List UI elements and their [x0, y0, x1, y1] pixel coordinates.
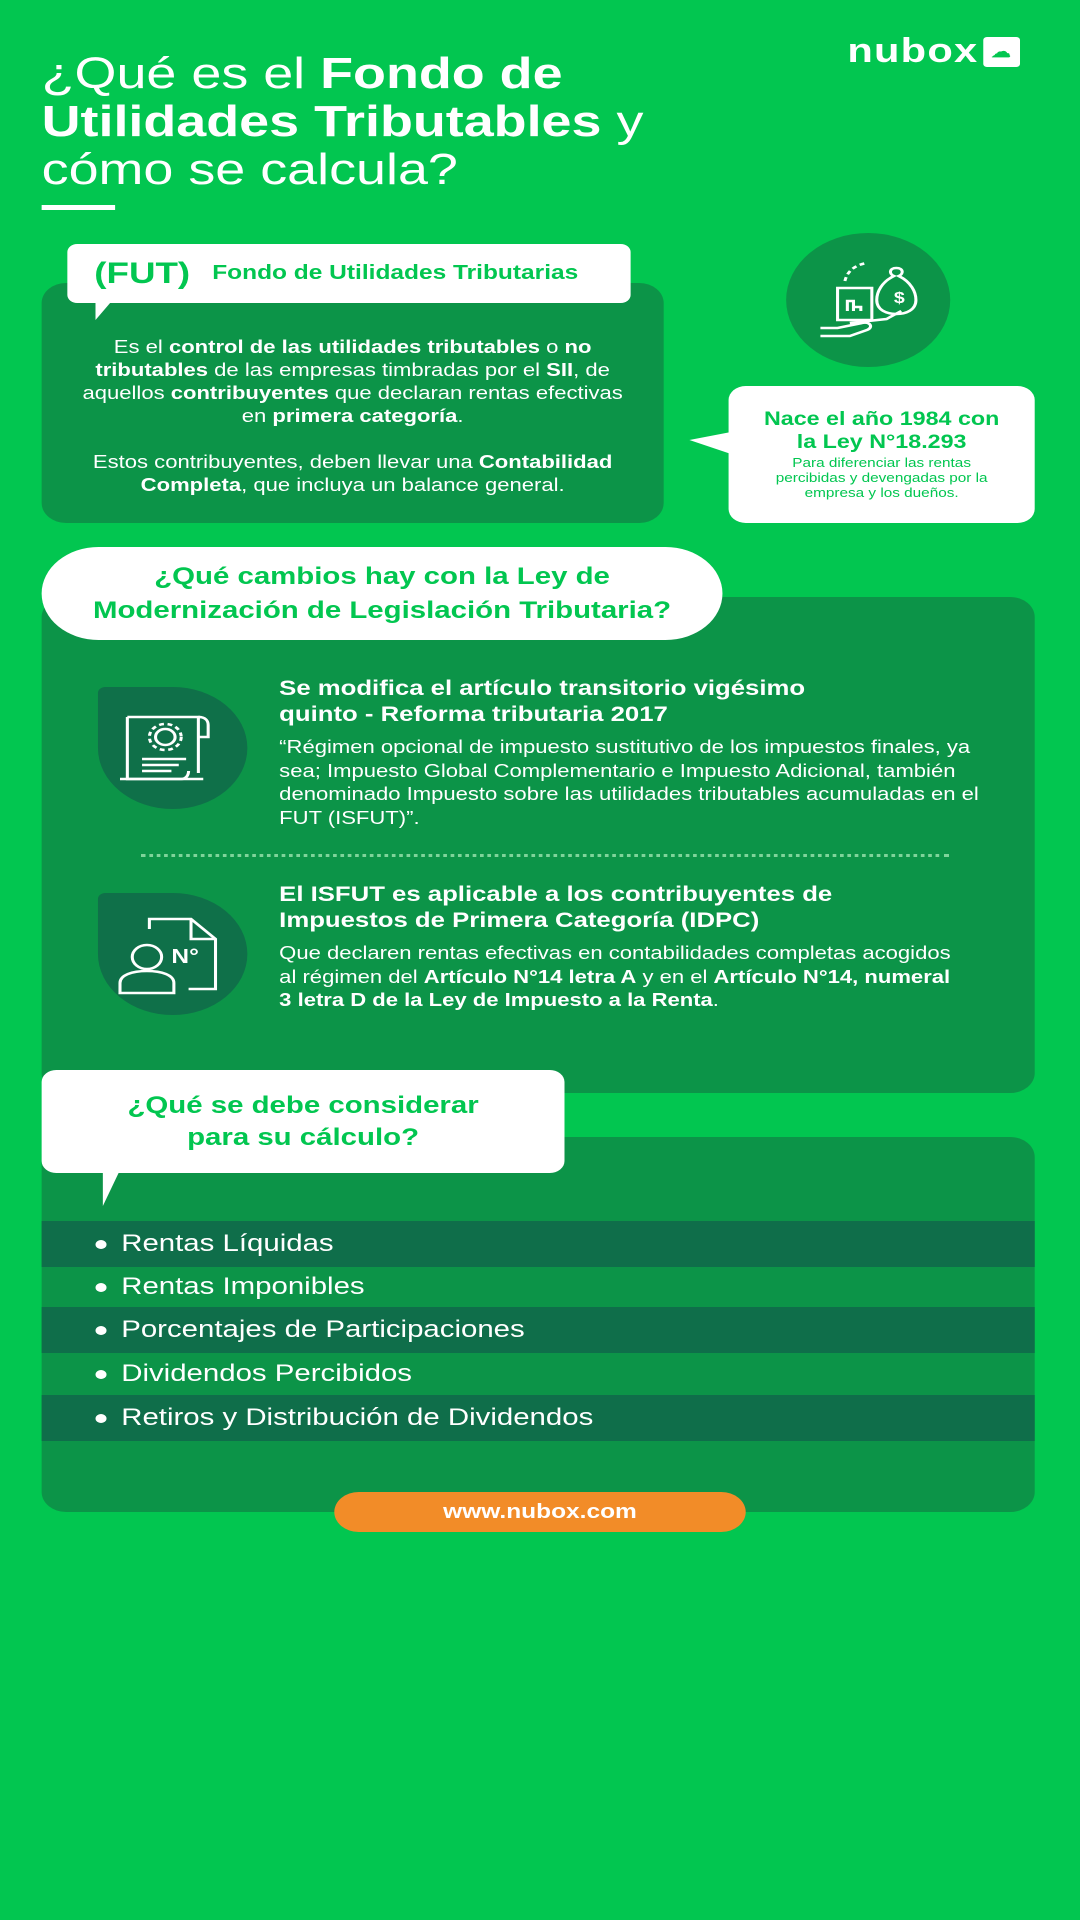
- list-item-label: Dividendos Percibidos: [121, 1360, 413, 1387]
- title-part: y: [601, 97, 644, 146]
- money-hand-icon: [786, 233, 950, 367]
- bold-text: no tributables: [95, 337, 592, 380]
- bullet-icon: [96, 1326, 107, 1335]
- text-segment: de las empresas timbradas por el: [208, 360, 547, 380]
- bold-text: SII: [546, 360, 574, 380]
- title-bold: Fondo de: [320, 49, 563, 98]
- fut-name: Fondo de Utilidades Tributarias: [212, 262, 579, 284]
- fut-bubble: [67, 244, 630, 303]
- bold-text: Contabilidad Completa: [140, 452, 613, 495]
- nubox-logo: [847, 32, 1020, 71]
- document-gear-icon: [98, 687, 247, 809]
- calculation-question-text: ¿Qué se debe considerar para su cálculo?: [127, 1091, 479, 1151]
- list-item-label: Rentas Imponibles: [121, 1273, 365, 1300]
- bold-text: contribuyentes: [170, 383, 329, 403]
- bold-text: Artículo N°14, numeral 3 letra D de la Ley de Impuesto a la Renta: [279, 966, 951, 1010]
- dotted-divider: [141, 854, 949, 857]
- bold-text: primera categoría: [272, 406, 458, 426]
- fut-paragraph-2: [42, 451, 664, 497]
- page-title: [42, 50, 644, 194]
- changes-question: [42, 547, 723, 640]
- list-item-label: Porcentajes de Participaciones: [121, 1316, 525, 1343]
- list-item: [42, 1221, 1035, 1267]
- text-segment: o: [540, 337, 565, 357]
- origin-subtitle: Para diferenciar las rentas percibidas y devengadas por la empresa y los dueños.: [775, 456, 988, 500]
- title-part: cómo se calcula?: [41, 145, 458, 194]
- bullet-icon: [96, 1240, 107, 1249]
- person-document-icon: [98, 893, 247, 1015]
- fut-paragraph-1: [42, 336, 664, 428]
- text-segment: que declaran rentas efectivas en: [241, 383, 623, 426]
- bold-text: Artículo N°14 letra A: [423, 966, 637, 987]
- origin-note: [729, 386, 1035, 523]
- text-segment: “Régimen opcional de impuesto sustitutivo de los impuestos finales, ya sea; Impuesto Global Complementario e Impuesto Adicional, también denominado Impuesto sobre las utilidades tributables acumuladas en el FUT (ISFUT)”.: [279, 737, 979, 828]
- bullet-icon: [96, 1370, 107, 1379]
- list-item-label: Retiros y Distribución de Dividendos: [121, 1404, 594, 1431]
- list-item: [42, 1267, 1035, 1307]
- title-bold: Utilidades Tributables: [41, 97, 602, 146]
- change-item-2: [279, 882, 965, 1013]
- change-item-1: [279, 676, 989, 830]
- text-segment: y en el: [636, 966, 714, 987]
- logo-text: nubox: [847, 32, 979, 70]
- cloud-icon: ☁: [983, 37, 1020, 67]
- text-segment: Que declaren rentas efectivas en contabilidades completas acogidos al régimen del: [279, 943, 951, 987]
- text-segment: Estos contribuyentes, deben llevar una: [92, 452, 479, 472]
- bubble-tail: [96, 300, 113, 320]
- svg-text:N°: N°: [171, 945, 199, 968]
- change-text: [279, 942, 965, 1013]
- changes-question-text: ¿Qué cambios hay con la Ley de Modernización de Legislación Tributaria?: [93, 562, 672, 624]
- bubble-tail: [689, 432, 731, 454]
- text-segment: , que incluya un balance general.: [241, 475, 565, 495]
- calculation-question: [42, 1070, 565, 1173]
- list-item: [42, 1307, 1035, 1353]
- website-url[interactable]: www.nubox.com: [443, 1500, 637, 1523]
- fut-description: [42, 336, 664, 520]
- bubble-tail: [103, 1170, 120, 1206]
- fut-abbr: (FUT): [94, 256, 191, 290]
- text-segment: , de aquellos: [82, 360, 610, 403]
- text-segment: .: [712, 990, 719, 1010]
- bullet-icon: [96, 1283, 107, 1292]
- svg-text:$: $: [893, 288, 905, 307]
- bold-text: control de las utilidades tributables: [168, 337, 541, 357]
- website-link-button[interactable]: [334, 1492, 745, 1532]
- list-item: [42, 1395, 1035, 1441]
- title-underline: [42, 205, 115, 210]
- change-heading: Se modifica el artículo transitorio vigésimo quinto - Reforma tributaria 2017: [279, 677, 806, 726]
- list-item-label: Rentas Líquidas: [121, 1230, 334, 1257]
- origin-title: Nace el año 1984 con la Ley N°18.293: [763, 409, 1000, 453]
- title-part: ¿Qué es el: [41, 49, 321, 98]
- text-segment: Es el: [113, 337, 169, 357]
- changes-card: [42, 597, 1035, 1093]
- list-item: [42, 1353, 1035, 1395]
- text-segment: .: [457, 406, 464, 426]
- change-heading: El ISFUT es aplicable a los contribuyentes de Impuestos de Primera Categoría (IDPC): [279, 883, 833, 932]
- bullet-icon: [96, 1414, 107, 1423]
- change-text: [279, 736, 989, 830]
